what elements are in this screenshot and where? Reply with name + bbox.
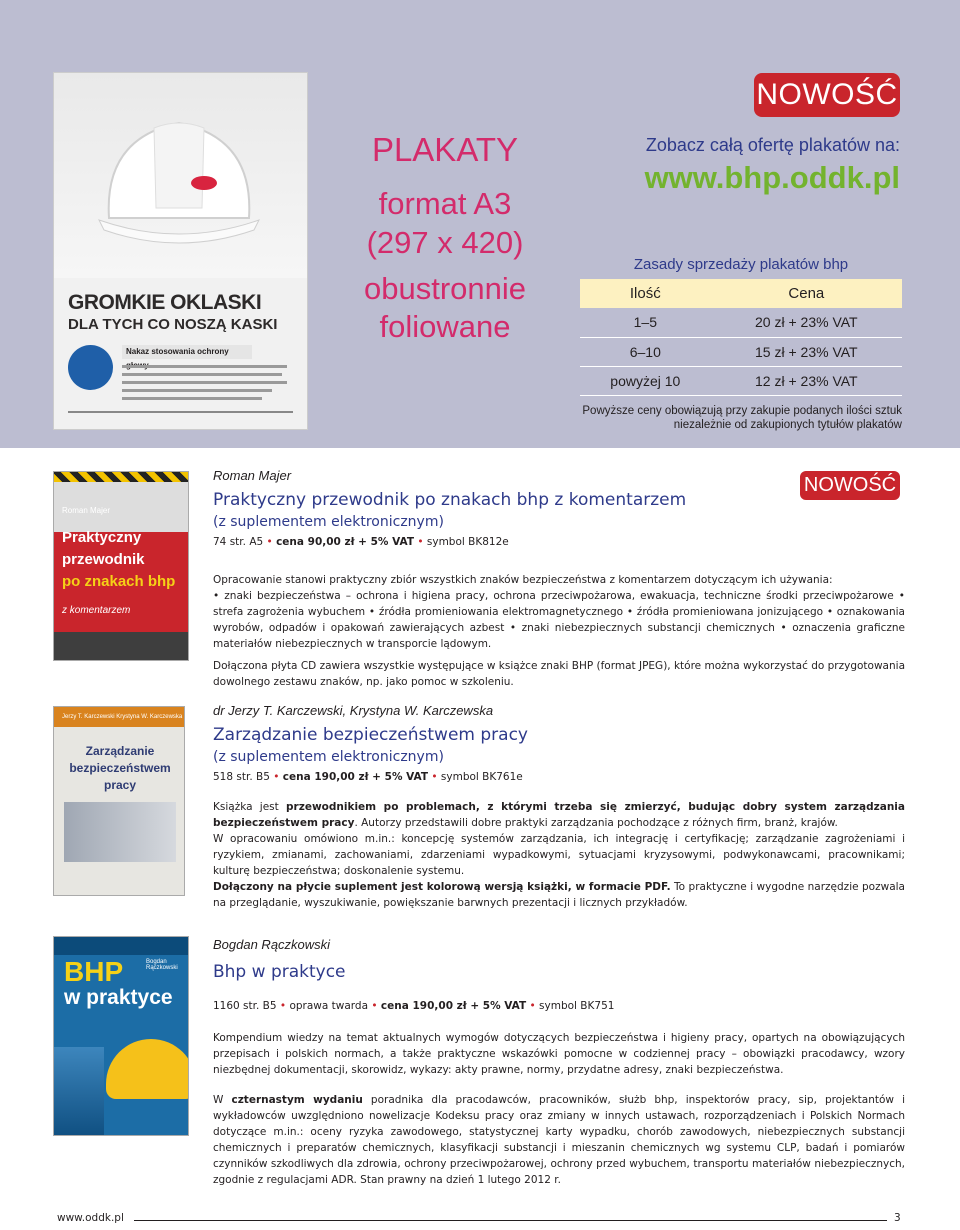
hard-hat-icon [106,1039,189,1099]
page-footer [0,1212,960,1230]
book-price: cena 190,00 zł + 5% VAT [380,1000,527,1012]
see-offer-text: Zobacz całą ofertę plakatów na: [645,135,900,155]
book-entry [213,468,905,690]
book-symbol: symbol BK812e [426,536,509,548]
price-table [580,279,902,396]
separator-dot-icon: • [279,1000,287,1012]
table-cell-quantity: 6–10 [580,337,711,366]
format-line1: format A3 [378,186,512,221]
book-binding: oprawa twarda [289,1000,369,1012]
cover-author: Roman Majer [62,506,111,515]
posters-heading: PLAKATY [371,131,519,168]
book-meta [213,998,905,1014]
book-symbol: symbol BK761e [440,771,523,783]
book-description: Kompendium wiedzy na temat aktualnych wymogów dotyczących bezpieczeństwa i higieny pracy, opartych na obowiązujących przepisach i polskich normach, a także praktyczne wskazówki pomocne w codziennej pracy – obowiązki pracodawcy, wzory niezbędnej dokumentacji, skorowidz, wykazy: akty prawne, normy, przydatne adresy, znaki bezpieczeństwa. [213,1032,905,1076]
separator-dot-icon: • [371,1000,378,1012]
price-note-line1: Powyższe ceny obowiązują przy zakupie podanych ilości sztuk [582,405,902,417]
cover-title [62,527,175,593]
book-pages: 1160 str. B5 [213,1000,277,1012]
separator-dot-icon: • [529,1000,536,1012]
book-price: cena 190,00 zł + 5% VAT [282,771,429,783]
cover-title-line: bezpieczeństwem [69,761,171,775]
finish-line2: foliowane [379,309,511,344]
poster-text-line [122,365,287,368]
new-badge: NOWOŚĆ [754,73,900,117]
poster-title-line2: DLA TYCH CO NOSZĄ KASKI [68,316,278,333]
cover-title-line: pracy [103,778,137,792]
description-paragraph [213,879,905,911]
footer-divider [134,1220,887,1221]
book-pages: 74 str. A5 [213,536,264,548]
book-description [213,799,905,911]
hazard-stripes [54,472,189,482]
book-title[interactable]: Praktyczny przewodnik po znakach bhp z komentarzem [213,490,687,510]
table-header-price: Cena [711,279,902,308]
description-bold: czternastym wydaniu [231,1094,363,1106]
description-list: • znaki bezpieczeństwa – ochrona i higiena pracy, ochrona przeciwpożarowa, ewakuacja, techniczne środki przeciwpożarowe • strefa zagrożenia wybuchem • źródła promieniowania elektromagnetycznego • źródła promieniowana jonizującego • oznakowania wyrobów, odpadów i opakowań zawierających azbest • znaki niebezpiecznych substancji chemicznych • oznaczenia graficzne materiałów niebezpiecznych w transporcie lądowym. [213,590,905,650]
cover-title-line: przewodnik [62,551,145,568]
description-bold: Dołączony na płycie suplement jest kolorową wersją książki, w formacie PDF. [213,881,671,893]
cover-building [54,1047,104,1136]
poster-bar-text: Nakaz stosowania ochrony [122,345,252,359]
book-title[interactable]: Zarządzanie bezpieczeństwem pracy [213,725,528,745]
book-cover-zarzadzanie[interactable] [53,706,185,896]
table-cell-price: 15 zł + 23% VAT [711,337,902,366]
description-text: W [213,1094,232,1106]
page-number: 3 [894,1212,901,1224]
table-header-quantity: Ilość [580,279,711,308]
cover-author: Bogdan Rączkowski [146,959,178,971]
table-row [580,308,902,337]
cover-footer [54,632,189,661]
new-badge: NOWOŚĆ [800,471,900,500]
table-cell-quantity: powyżej 10 [580,366,711,395]
description-paragraph: W opracowaniu omówiono m.in.: koncepcję systemów zarządzania, ich integrację i certyfikację; zarządzanie zagrożeniami i ryzykiem, zmianami, zachowaniami, zdarzeniami wypadkowymi, sytuacjami kryzysowymi, podwykonawcami, pracownikami; kulturę bezpieczeństwa; doskonalenie systemu. [213,833,905,877]
book-cd-note: Dołączona płyta CD zawiera wszystkie występujące w książce znaki BHP (format JPEG), które można wykorzystać do przygotowania dowolnego zestawu znaków, np. jako pomoc w szkoleniu. [213,660,905,688]
book-edition-note [213,1092,905,1188]
table-cell-price: 20 zł + 23% VAT [711,308,902,337]
cover-title-line: Praktyczny [62,529,142,546]
poster-text-line [122,389,272,392]
book-pages: 518 str. B5 [213,771,270,783]
price-note-line2: niezależnie od zakupionych tytułów plakatów [673,419,902,431]
table-row [580,337,902,366]
poster-text-line [122,373,282,376]
book-cover-bhp-w-praktyce[interactable] [53,936,189,1136]
cover-photo [64,802,176,862]
book-title[interactable]: Bhp w praktyce [213,962,346,982]
book-subtitle: (z suplementem elektronicznym) [213,514,444,530]
separator-dot-icon: • [266,536,273,548]
book-author: Roman Majer [213,468,292,483]
cover-authors: Jerzy T. Karczewski Krystyna W. Karczewska [54,707,185,727]
cover-title-line: po znakach bhp [62,573,176,590]
table-row [580,366,902,395]
cover-title [54,743,185,794]
book-price: cena 90,00 zł + 5% VAT [276,536,414,548]
separator-dot-icon: • [431,771,438,783]
cover-title-line: BHP [64,956,124,987]
description-bold: przewodnikiem po problemach, z którymi trzeba się zmierzyć, budując dobry system zarządzania bezpieczeństwem pracy [213,801,905,829]
description-paragraph: Opracowanie stanowi praktyczny zbiór wszystkich znaków bezpieczeństwa z komentarzem dotyczącym ich używania: [213,574,833,586]
poster-title-line1: GROMKIE OKLASKI [68,291,262,314]
cover-title-line: Zarządzanie [85,744,155,758]
mandatory-sign-icon [68,345,113,390]
description-text: To praktyczne i wygodne narzędzie pozwala na przeglądanie, wyszukiwanie, powiększanie barwnych prezentacji i licznych przykładów. [213,881,905,909]
description-text: Książka jest [213,801,287,813]
cover-top-strip [54,937,189,955]
poster-text-line [122,381,287,384]
finish-line1: obustronnie [363,271,526,306]
cover-title-line: w praktyce [64,986,173,1009]
book-author: dr Jerzy T. Karczewski, Krystyna W. Karczewska [213,703,494,718]
cover-subtitle: z komentarzem [62,605,131,616]
sales-rules-title: Zasady sprzedaży plakatów bhp [633,256,849,273]
table-cell-quantity: 1–5 [580,308,711,337]
book-meta [213,534,905,550]
book-entry [213,937,905,1188]
book-description [213,572,905,652]
description-text: . Autorzy przedstawili dobre praktyki zarządzania pochodzące z różnych firm, branż, krajów. [354,817,838,829]
price-note [580,404,902,432]
footer-site-link[interactable]: www.oddk.pl [57,1212,124,1224]
poster-heading-block [330,130,560,346]
description-text: poradnika dla pracodawców, pracowników, służb bhp, inspektorów pracy, sip, projektantów i wykładowców uwzględniono nowelizacje Kodeksu pracy oraz zmiany w innych ustawach, rozporządzeniach i Polskich Normach dotyczące m.in.: oceny ryzyka zawodowego, statystycznej karty wypadku, chorób zawodowych, niebezpiecznych substancji chemicznych i preparatów chemicznych, klasyfikacji substancji i mieszanin chemicznych wg systemu CLP, badań i pomiarów czynników szkodliwych dla zdrowia, ochrony przeciwpożarowej, ochrony przed wybuchem, transportu materiałów niebezpiecznych, zgodnie z regulacjami ADR. Stan prawny na dzień 1 lutego 2012 r. [213,1094,905,1186]
poster-image [53,72,308,430]
format-line2: (297 x 420) [366,225,524,260]
poster-text-line [122,397,262,400]
book-meta [213,769,905,785]
separator-dot-icon: • [417,536,424,548]
poster-footer-line [68,411,293,413]
table-cell-price: 12 zł + 23% VAT [711,366,902,395]
book-subtitle: (z suplementem elektronicznym) [213,749,444,765]
book-author: Bogdan Rączkowski [213,937,331,952]
book-symbol: symbol BK751 [539,1000,615,1012]
book-cover-praktyczny-przewodnik[interactable] [53,471,189,661]
separator-dot-icon: • [273,771,280,783]
book-entry [213,703,905,911]
hard-hat-icon [94,98,264,248]
offer-url-link[interactable]: www.bhp.oddk.pl [644,160,900,195]
